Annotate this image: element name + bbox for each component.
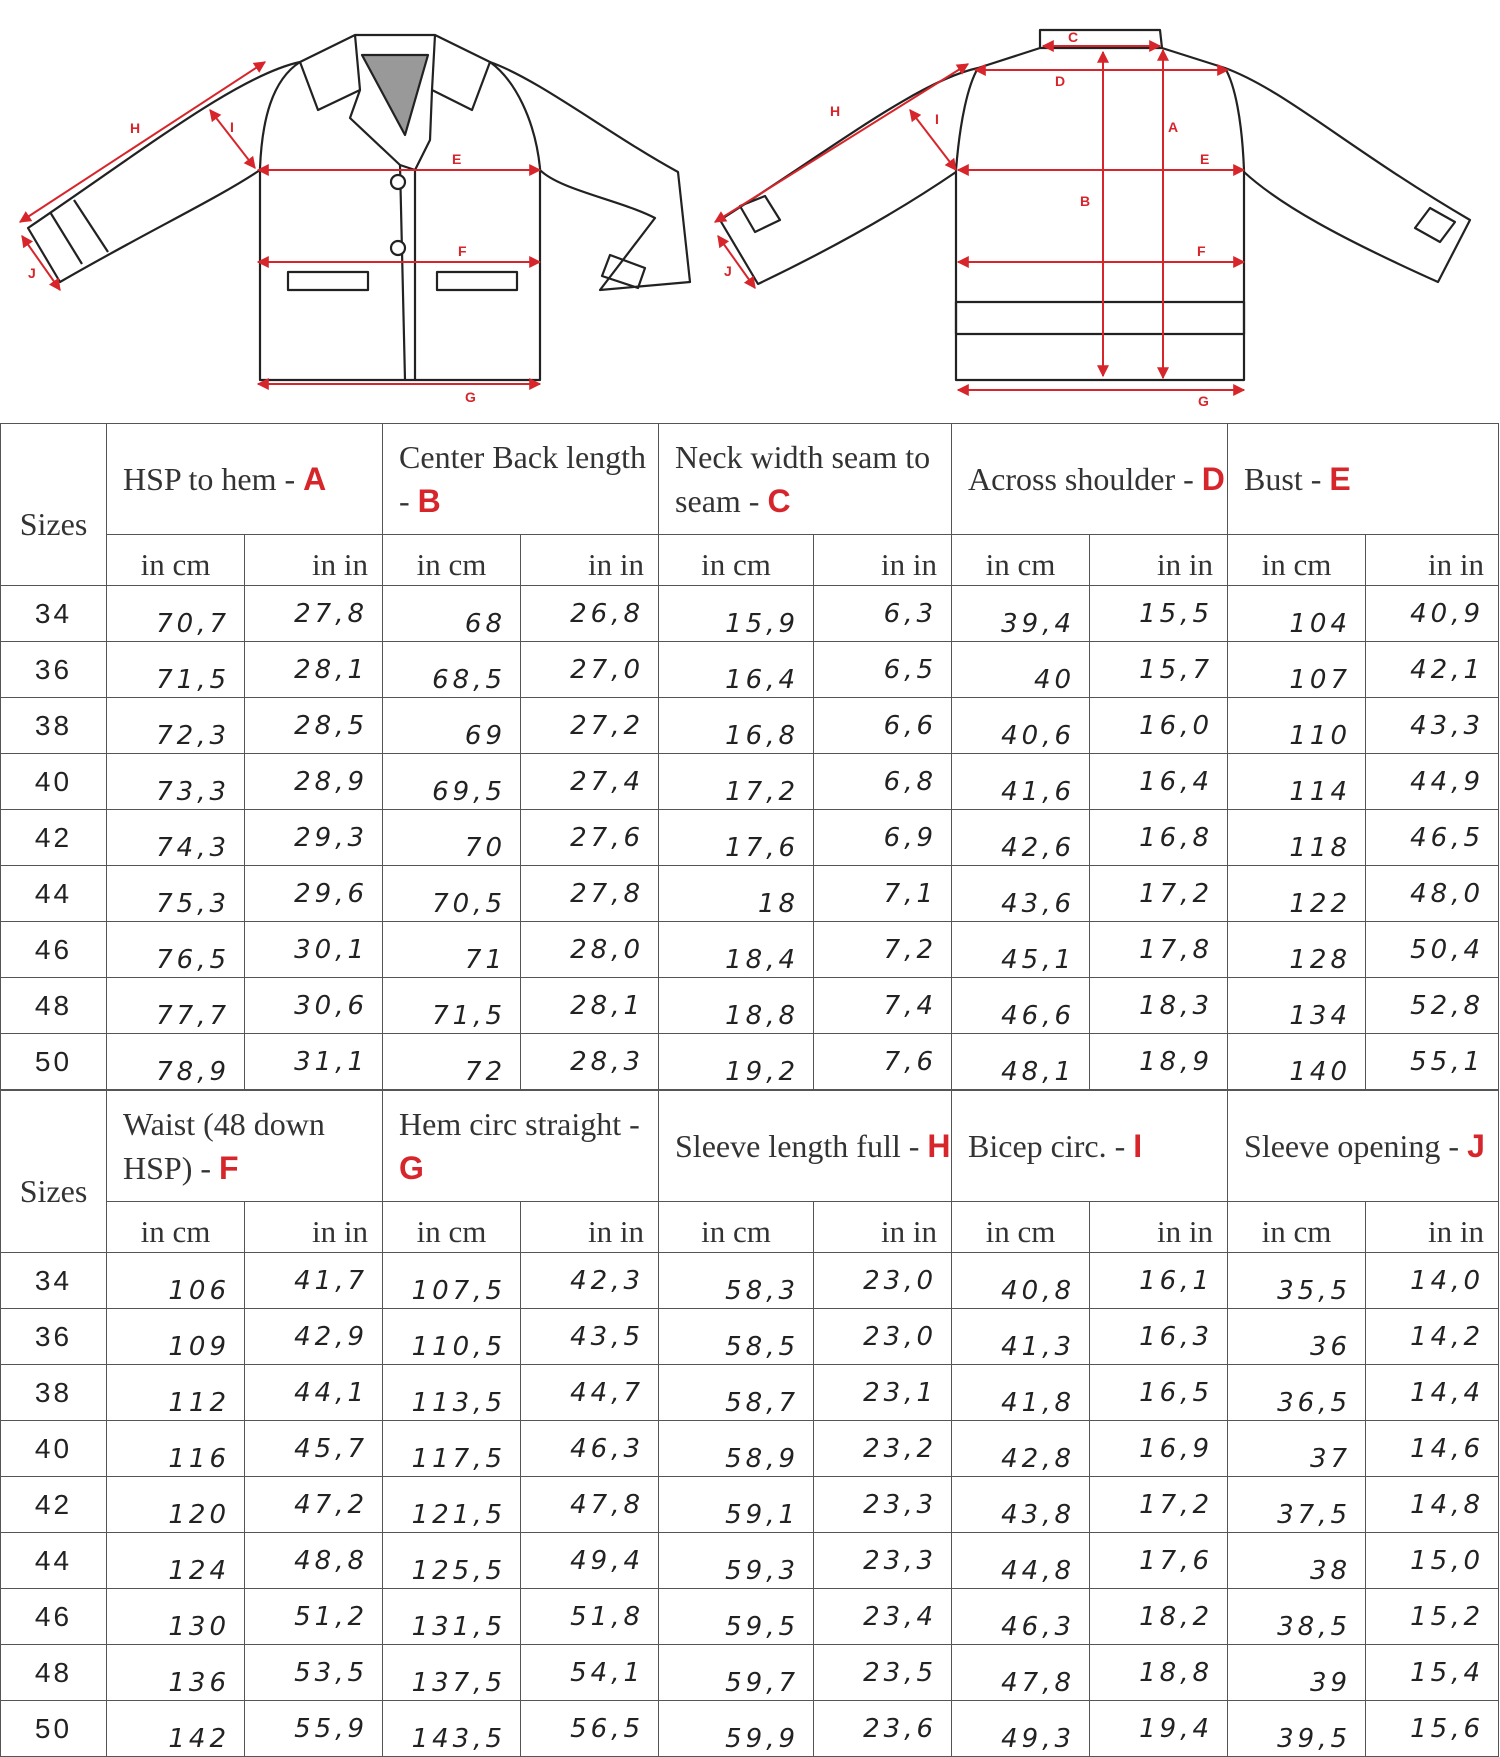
value-in: 53,5 bbox=[245, 1645, 383, 1701]
value-cm: 42,6 bbox=[952, 810, 1090, 866]
size-chart-table-1 bbox=[0, 423, 1499, 1090]
value-in: 15,4 bbox=[1366, 1645, 1499, 1701]
value-in: 7,2 bbox=[814, 922, 952, 978]
value-cm: 114 bbox=[1228, 754, 1366, 810]
column-header bbox=[1228, 1091, 1499, 1202]
value-in: 18,3 bbox=[1090, 978, 1228, 1034]
table-row bbox=[1, 978, 1499, 1034]
value-cm: 104 bbox=[1228, 586, 1366, 642]
value-in: 6,9 bbox=[814, 810, 952, 866]
value-cm: 143,5 bbox=[383, 1701, 521, 1757]
header-text: Bicep circ. - bbox=[968, 1128, 1134, 1164]
size-label: 42 bbox=[1, 1477, 107, 1533]
value-cm: 17,2 bbox=[659, 754, 814, 810]
unit-cm: in cm bbox=[952, 1202, 1090, 1253]
header-text: Neck width seam to seam - bbox=[675, 439, 931, 519]
value-in: 15,7 bbox=[1090, 642, 1228, 698]
svg-text:F: F bbox=[458, 243, 467, 259]
header-text: Bust - bbox=[1244, 461, 1330, 497]
value-cm: 68,5 bbox=[383, 642, 521, 698]
value-cm: 48,1 bbox=[952, 1034, 1090, 1090]
value-in: 43,5 bbox=[521, 1309, 659, 1365]
table-row bbox=[1, 586, 1499, 642]
value-cm: 43,6 bbox=[952, 866, 1090, 922]
unit-in: in in bbox=[245, 535, 383, 586]
value-in: 23,0 bbox=[814, 1309, 952, 1365]
value-in: 18,8 bbox=[1090, 1645, 1228, 1701]
value-in: 43,3 bbox=[1366, 698, 1499, 754]
value-cm: 68 bbox=[383, 586, 521, 642]
column-header bbox=[659, 424, 952, 535]
unit-cm: in cm bbox=[659, 535, 814, 586]
sizes-header: Sizes bbox=[1, 1091, 107, 1253]
value-cm: 38 bbox=[1228, 1533, 1366, 1589]
table-row bbox=[1, 1477, 1499, 1533]
unit-cm: in cm bbox=[107, 535, 245, 586]
value-in: 46,3 bbox=[521, 1421, 659, 1477]
value-cm: 58,9 bbox=[659, 1421, 814, 1477]
svg-text:H: H bbox=[130, 120, 141, 136]
value-in: 14,2 bbox=[1366, 1309, 1499, 1365]
value-cm: 121,5 bbox=[383, 1477, 521, 1533]
table-row bbox=[1, 1253, 1499, 1309]
value-cm: 59,9 bbox=[659, 1701, 814, 1757]
value-cm: 40,8 bbox=[952, 1253, 1090, 1309]
value-cm: 78,9 bbox=[107, 1034, 245, 1090]
value-in: 27,6 bbox=[521, 810, 659, 866]
unit-in: in in bbox=[521, 1202, 659, 1253]
value-in: 52,8 bbox=[1366, 978, 1499, 1034]
value-in: 7,4 bbox=[814, 978, 952, 1034]
units-row bbox=[1, 1202, 1499, 1253]
table-row bbox=[1, 754, 1499, 810]
value-in: 54,1 bbox=[521, 1645, 659, 1701]
svg-text:I: I bbox=[230, 119, 234, 135]
size-label: 36 bbox=[1, 642, 107, 698]
value-cm: 125,5 bbox=[383, 1533, 521, 1589]
value-in: 23,0 bbox=[814, 1253, 952, 1309]
header-text: Sleeve opening - bbox=[1244, 1128, 1468, 1164]
value-in: 40,9 bbox=[1366, 586, 1499, 642]
table-row bbox=[1, 1701, 1499, 1757]
value-in: 6,8 bbox=[814, 754, 952, 810]
svg-text:D: D bbox=[1055, 73, 1066, 89]
value-cm: 110,5 bbox=[383, 1309, 521, 1365]
value-cm: 71,5 bbox=[383, 978, 521, 1034]
table-row bbox=[1, 642, 1499, 698]
value-in: 46,5 bbox=[1366, 810, 1499, 866]
value-in: 14,8 bbox=[1366, 1477, 1499, 1533]
value-cm: 75,3 bbox=[107, 866, 245, 922]
svg-text:C: C bbox=[1068, 29, 1079, 45]
back-jacket-drawing bbox=[720, 30, 1470, 380]
value-cm: 46,3 bbox=[952, 1589, 1090, 1645]
header-text: Sleeve length full - bbox=[675, 1128, 928, 1164]
value-in: 7,1 bbox=[814, 866, 952, 922]
size-label: 48 bbox=[1, 1645, 107, 1701]
size-label: 44 bbox=[1, 866, 107, 922]
value-in: 50,4 bbox=[1366, 922, 1499, 978]
value-cm: 18,8 bbox=[659, 978, 814, 1034]
unit-in: in in bbox=[1090, 1202, 1228, 1253]
value-in: 45,7 bbox=[245, 1421, 383, 1477]
header-text: Center Back length - bbox=[399, 439, 647, 519]
value-in: 19,4 bbox=[1090, 1701, 1228, 1757]
value-in: 15,0 bbox=[1366, 1533, 1499, 1589]
unit-cm: in cm bbox=[952, 535, 1090, 586]
value-cm: 58,7 bbox=[659, 1365, 814, 1421]
value-in: 16,3 bbox=[1090, 1309, 1228, 1365]
value-cm: 117,5 bbox=[383, 1421, 521, 1477]
value-cm: 107 bbox=[1228, 642, 1366, 698]
value-in: 16,4 bbox=[1090, 754, 1228, 810]
value-in: 23,4 bbox=[814, 1589, 952, 1645]
value-cm: 59,1 bbox=[659, 1477, 814, 1533]
value-in: 6,5 bbox=[814, 642, 952, 698]
value-in: 30,1 bbox=[245, 922, 383, 978]
value-cm: 35,5 bbox=[1228, 1253, 1366, 1309]
value-cm: 58,5 bbox=[659, 1309, 814, 1365]
back-measure-lines bbox=[715, 46, 1244, 390]
svg-text:A: A bbox=[1168, 119, 1179, 135]
table-row bbox=[1, 1309, 1499, 1365]
value-in: 28,5 bbox=[245, 698, 383, 754]
measure-letter: J bbox=[1467, 1128, 1485, 1164]
header-text: HSP to hem - bbox=[123, 461, 304, 497]
size-label: 50 bbox=[1, 1701, 107, 1757]
size-label: 34 bbox=[1, 1253, 107, 1309]
size-label: 40 bbox=[1, 1421, 107, 1477]
value-cm: 46,6 bbox=[952, 978, 1090, 1034]
value-cm: 36 bbox=[1228, 1309, 1366, 1365]
value-cm: 118 bbox=[1228, 810, 1366, 866]
value-in: 29,3 bbox=[245, 810, 383, 866]
value-cm: 45,1 bbox=[952, 922, 1090, 978]
size-chart-table-2 bbox=[0, 1090, 1499, 1757]
value-in: 44,1 bbox=[245, 1365, 383, 1421]
value-cm: 15,9 bbox=[659, 586, 814, 642]
value-in: 48,8 bbox=[245, 1533, 383, 1589]
table-row bbox=[1, 810, 1499, 866]
value-in: 15,6 bbox=[1366, 1701, 1499, 1757]
size-label: 44 bbox=[1, 1533, 107, 1589]
value-in: 55,9 bbox=[245, 1701, 383, 1757]
value-cm: 16,4 bbox=[659, 642, 814, 698]
table-row bbox=[1, 698, 1499, 754]
value-cm: 131,5 bbox=[383, 1589, 521, 1645]
value-in: 16,0 bbox=[1090, 698, 1228, 754]
size-label: 46 bbox=[1, 922, 107, 978]
svg-text:G: G bbox=[1198, 393, 1209, 409]
value-cm: 39,4 bbox=[952, 586, 1090, 642]
value-in: 26,8 bbox=[521, 586, 659, 642]
value-in: 23,5 bbox=[814, 1645, 952, 1701]
value-in: 56,5 bbox=[521, 1701, 659, 1757]
unit-cm: in cm bbox=[659, 1202, 814, 1253]
value-in: 31,1 bbox=[245, 1034, 383, 1090]
value-in: 23,6 bbox=[814, 1701, 952, 1757]
value-cm: 69 bbox=[383, 698, 521, 754]
column-header bbox=[383, 424, 659, 535]
unit-in: in in bbox=[814, 1202, 952, 1253]
value-in: 18,9 bbox=[1090, 1034, 1228, 1090]
units-row bbox=[1, 535, 1499, 586]
value-in: 17,2 bbox=[1090, 1477, 1228, 1533]
value-cm: 71 bbox=[383, 922, 521, 978]
unit-cm: in cm bbox=[1228, 1202, 1366, 1253]
value-cm: 40 bbox=[952, 642, 1090, 698]
value-in: 28,9 bbox=[245, 754, 383, 810]
value-in: 16,8 bbox=[1090, 810, 1228, 866]
value-cm: 16,8 bbox=[659, 698, 814, 754]
value-cm: 116 bbox=[107, 1421, 245, 1477]
value-in: 28,1 bbox=[245, 642, 383, 698]
value-cm: 41,8 bbox=[952, 1365, 1090, 1421]
table-header-row bbox=[1, 424, 1499, 535]
value-in: 47,8 bbox=[521, 1477, 659, 1533]
svg-text:H: H bbox=[830, 103, 841, 119]
value-cm: 142 bbox=[107, 1701, 245, 1757]
size-label: 38 bbox=[1, 698, 107, 754]
measure-letter: F bbox=[219, 1150, 239, 1186]
value-in: 30,6 bbox=[245, 978, 383, 1034]
value-cm: 134 bbox=[1228, 978, 1366, 1034]
value-cm: 70 bbox=[383, 810, 521, 866]
header-text: Waist (48 down HSP) - bbox=[123, 1106, 325, 1186]
svg-text:I: I bbox=[935, 111, 939, 127]
value-cm: 41,6 bbox=[952, 754, 1090, 810]
value-cm: 40,6 bbox=[952, 698, 1090, 754]
value-in: 7,6 bbox=[814, 1034, 952, 1090]
measure-letter: A bbox=[303, 461, 327, 497]
value-cm: 39,5 bbox=[1228, 1701, 1366, 1757]
value-in: 51,2 bbox=[245, 1589, 383, 1645]
value-in: 16,1 bbox=[1090, 1253, 1228, 1309]
value-cm: 42,8 bbox=[952, 1421, 1090, 1477]
size-label: 42 bbox=[1, 810, 107, 866]
column-header bbox=[107, 1091, 383, 1202]
value-in: 27,0 bbox=[521, 642, 659, 698]
value-in: 29,6 bbox=[245, 866, 383, 922]
value-in: 41,7 bbox=[245, 1253, 383, 1309]
value-cm: 128 bbox=[1228, 922, 1366, 978]
measure-letter: D bbox=[1201, 461, 1225, 497]
size-label: 38 bbox=[1, 1365, 107, 1421]
value-in: 48,0 bbox=[1366, 866, 1499, 922]
value-in: 51,8 bbox=[521, 1589, 659, 1645]
table-row bbox=[1, 1365, 1499, 1421]
measure-letter: E bbox=[1329, 461, 1351, 497]
unit-in: in in bbox=[1090, 535, 1228, 586]
value-cm: 37 bbox=[1228, 1421, 1366, 1477]
value-cm: 70,5 bbox=[383, 866, 521, 922]
table-header-row bbox=[1, 1091, 1499, 1202]
measure-letter: G bbox=[399, 1150, 424, 1186]
value-cm: 17,6 bbox=[659, 810, 814, 866]
size-label: 34 bbox=[1, 586, 107, 642]
unit-cm: in cm bbox=[383, 1202, 521, 1253]
value-in: 23,2 bbox=[814, 1421, 952, 1477]
value-cm: 69,5 bbox=[383, 754, 521, 810]
value-cm: 44,8 bbox=[952, 1533, 1090, 1589]
svg-text:B: B bbox=[1080, 193, 1091, 209]
header-text: Across shoulder - bbox=[968, 461, 1202, 497]
value-cm: 41,3 bbox=[952, 1309, 1090, 1365]
value-cm: 112 bbox=[107, 1365, 245, 1421]
jacket-measurement-diagram bbox=[0, 0, 1500, 420]
svg-text:F: F bbox=[1197, 243, 1206, 259]
value-cm: 122 bbox=[1228, 866, 1366, 922]
svg-text:J: J bbox=[28, 265, 36, 281]
value-in: 27,4 bbox=[521, 754, 659, 810]
value-in: 49,4 bbox=[521, 1533, 659, 1589]
column-header bbox=[952, 1091, 1228, 1202]
value-in: 14,0 bbox=[1366, 1253, 1499, 1309]
value-in: 18,2 bbox=[1090, 1589, 1228, 1645]
value-cm: 72,3 bbox=[107, 698, 245, 754]
table-row bbox=[1, 922, 1499, 978]
value-cm: 18 bbox=[659, 866, 814, 922]
value-in: 14,4 bbox=[1366, 1365, 1499, 1421]
value-in: 42,9 bbox=[245, 1309, 383, 1365]
value-cm: 59,7 bbox=[659, 1645, 814, 1701]
table-row bbox=[1, 1645, 1499, 1701]
front-measure-lines bbox=[20, 62, 540, 384]
measure-letter: C bbox=[767, 483, 791, 519]
value-in: 16,5 bbox=[1090, 1365, 1228, 1421]
front-jacket-drawing bbox=[28, 35, 690, 380]
back-measure-labels bbox=[724, 29, 1209, 409]
value-cm: 58,3 bbox=[659, 1253, 814, 1309]
measure-letter: B bbox=[417, 483, 441, 519]
value-in: 27,8 bbox=[245, 586, 383, 642]
value-cm: 124 bbox=[107, 1533, 245, 1589]
unit-in: in in bbox=[814, 535, 952, 586]
value-cm: 130 bbox=[107, 1589, 245, 1645]
value-cm: 71,5 bbox=[107, 642, 245, 698]
value-cm: 107,5 bbox=[383, 1253, 521, 1309]
value-cm: 43,8 bbox=[952, 1477, 1090, 1533]
unit-in: in in bbox=[245, 1202, 383, 1253]
value-in: 14,6 bbox=[1366, 1421, 1499, 1477]
column-header bbox=[952, 424, 1228, 535]
svg-text:E: E bbox=[1200, 151, 1210, 167]
value-in: 17,6 bbox=[1090, 1533, 1228, 1589]
column-header bbox=[659, 1091, 952, 1202]
value-cm: 36,5 bbox=[1228, 1365, 1366, 1421]
value-cm: 77,7 bbox=[107, 978, 245, 1034]
value-in: 42,3 bbox=[521, 1253, 659, 1309]
value-cm: 39 bbox=[1228, 1645, 1366, 1701]
value-cm: 136 bbox=[107, 1645, 245, 1701]
value-cm: 74,3 bbox=[107, 810, 245, 866]
value-cm: 19,2 bbox=[659, 1034, 814, 1090]
unit-in: in in bbox=[1366, 535, 1499, 586]
size-label: 50 bbox=[1, 1034, 107, 1090]
value-cm: 76,5 bbox=[107, 922, 245, 978]
value-in: 23,1 bbox=[814, 1365, 952, 1421]
value-in: 23,3 bbox=[814, 1477, 952, 1533]
value-in: 23,3 bbox=[814, 1533, 952, 1589]
value-cm: 49,3 bbox=[952, 1701, 1090, 1757]
value-cm: 38,5 bbox=[1228, 1589, 1366, 1645]
size-label: 36 bbox=[1, 1309, 107, 1365]
table-row bbox=[1, 1034, 1499, 1090]
value-in: 6,3 bbox=[814, 586, 952, 642]
value-in: 44,7 bbox=[521, 1365, 659, 1421]
value-in: 15,5 bbox=[1090, 586, 1228, 642]
value-in: 42,1 bbox=[1366, 642, 1499, 698]
svg-text:J: J bbox=[724, 263, 732, 279]
value-cm: 73,3 bbox=[107, 754, 245, 810]
svg-text:G: G bbox=[465, 389, 476, 405]
size-label: 46 bbox=[1, 1589, 107, 1645]
value-cm: 59,5 bbox=[659, 1589, 814, 1645]
value-in: 16,9 bbox=[1090, 1421, 1228, 1477]
value-in: 47,2 bbox=[245, 1477, 383, 1533]
size-label: 40 bbox=[1, 754, 107, 810]
size-label: 48 bbox=[1, 978, 107, 1034]
value-cm: 59,3 bbox=[659, 1533, 814, 1589]
value-in: 28,0 bbox=[521, 922, 659, 978]
table-2-body bbox=[1, 1253, 1499, 1757]
unit-cm: in cm bbox=[107, 1202, 245, 1253]
measure-letter: H bbox=[927, 1128, 951, 1164]
value-cm: 140 bbox=[1228, 1034, 1366, 1090]
value-cm: 72 bbox=[383, 1034, 521, 1090]
value-cm: 37,5 bbox=[1228, 1477, 1366, 1533]
measure-letter: I bbox=[1133, 1128, 1143, 1164]
unit-cm: in cm bbox=[1228, 535, 1366, 586]
value-cm: 109 bbox=[107, 1309, 245, 1365]
unit-in: in in bbox=[1366, 1202, 1499, 1253]
table-row bbox=[1, 866, 1499, 922]
value-cm: 113,5 bbox=[383, 1365, 521, 1421]
header-text: Hem circ straight - bbox=[399, 1106, 640, 1142]
value-in: 27,8 bbox=[521, 866, 659, 922]
value-cm: 18,4 bbox=[659, 922, 814, 978]
sizes-header: Sizes bbox=[1, 424, 107, 586]
svg-text:E: E bbox=[452, 151, 462, 167]
value-in: 44,9 bbox=[1366, 754, 1499, 810]
column-header bbox=[383, 1091, 659, 1202]
table-row bbox=[1, 1533, 1499, 1589]
table-row bbox=[1, 1421, 1499, 1477]
unit-in: in in bbox=[521, 535, 659, 586]
table-row bbox=[1, 1589, 1499, 1645]
value-cm: 120 bbox=[107, 1477, 245, 1533]
value-cm: 137,5 bbox=[383, 1645, 521, 1701]
value-cm: 47,8 bbox=[952, 1645, 1090, 1701]
value-in: 28,1 bbox=[521, 978, 659, 1034]
value-in: 6,6 bbox=[814, 698, 952, 754]
value-in: 15,2 bbox=[1366, 1589, 1499, 1645]
value-in: 17,2 bbox=[1090, 866, 1228, 922]
value-cm: 70,7 bbox=[107, 586, 245, 642]
value-cm: 106 bbox=[107, 1253, 245, 1309]
value-in: 55,1 bbox=[1366, 1034, 1499, 1090]
value-in: 28,3 bbox=[521, 1034, 659, 1090]
value-in: 17,8 bbox=[1090, 922, 1228, 978]
column-header bbox=[1228, 424, 1499, 535]
column-header bbox=[107, 424, 383, 535]
value-in: 27,2 bbox=[521, 698, 659, 754]
value-cm: 110 bbox=[1228, 698, 1366, 754]
unit-cm: in cm bbox=[383, 535, 521, 586]
table-1-body bbox=[1, 586, 1499, 1090]
